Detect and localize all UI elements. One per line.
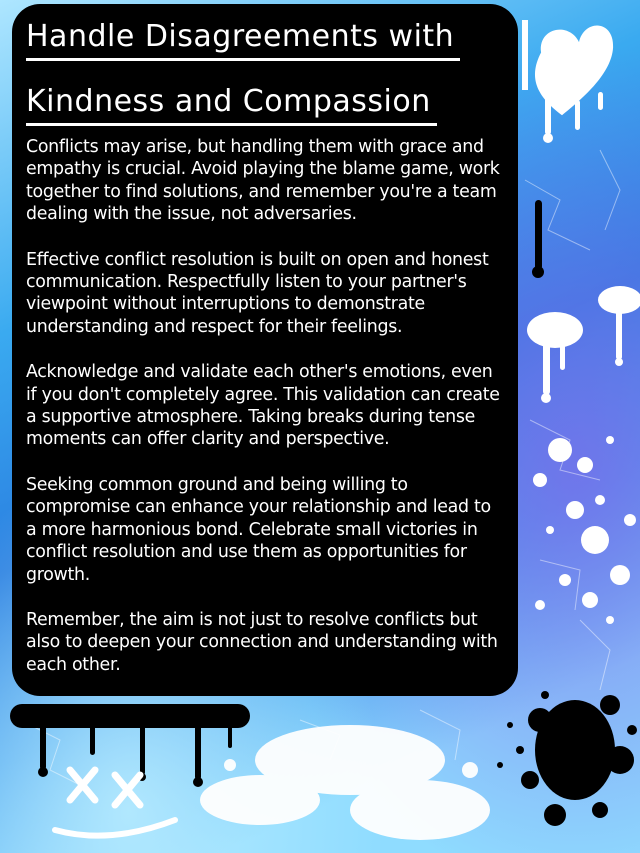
paragraph-4: Seeking common ground and being willing to compromise can enhance your relationship and lead to a more harmonious bond. Celebrate small victories in conflict resolution and use them as opportunities for growth. xyxy=(26,474,491,585)
body-text xyxy=(26,136,504,676)
page-title xyxy=(26,18,504,122)
content-card xyxy=(12,4,518,696)
paragraph-3: Acknowledge and validate each other's emotions, even if you don't completely agree. This validation can create a supportive atmosphere. Taking breaks during tense moments can offer clarity and perspective. xyxy=(26,362,500,450)
title-line-1: Handle Disagreements with xyxy=(26,18,504,57)
paragraph-5: Remember, the aim is not just to resolve conflicts but also to deepen your connection and understanding with each other. xyxy=(26,609,498,675)
paragraph-2: Effective conflict resolution is built on open and honest communication. Respectfully listen to your partner's viewpoint without interruptions to demonstrate understanding and respect for their feelings. xyxy=(26,249,489,337)
title-line-2: Kindness and Compassion xyxy=(26,83,504,122)
heart-drip-left xyxy=(522,20,528,90)
paragraph-1: Conflicts may arise, but handling them with grace and empathy is crucial. Avoid playing the blame game, work together to find solutions, and remember you're a team dealing with the issue, not adversaries. xyxy=(26,137,500,225)
